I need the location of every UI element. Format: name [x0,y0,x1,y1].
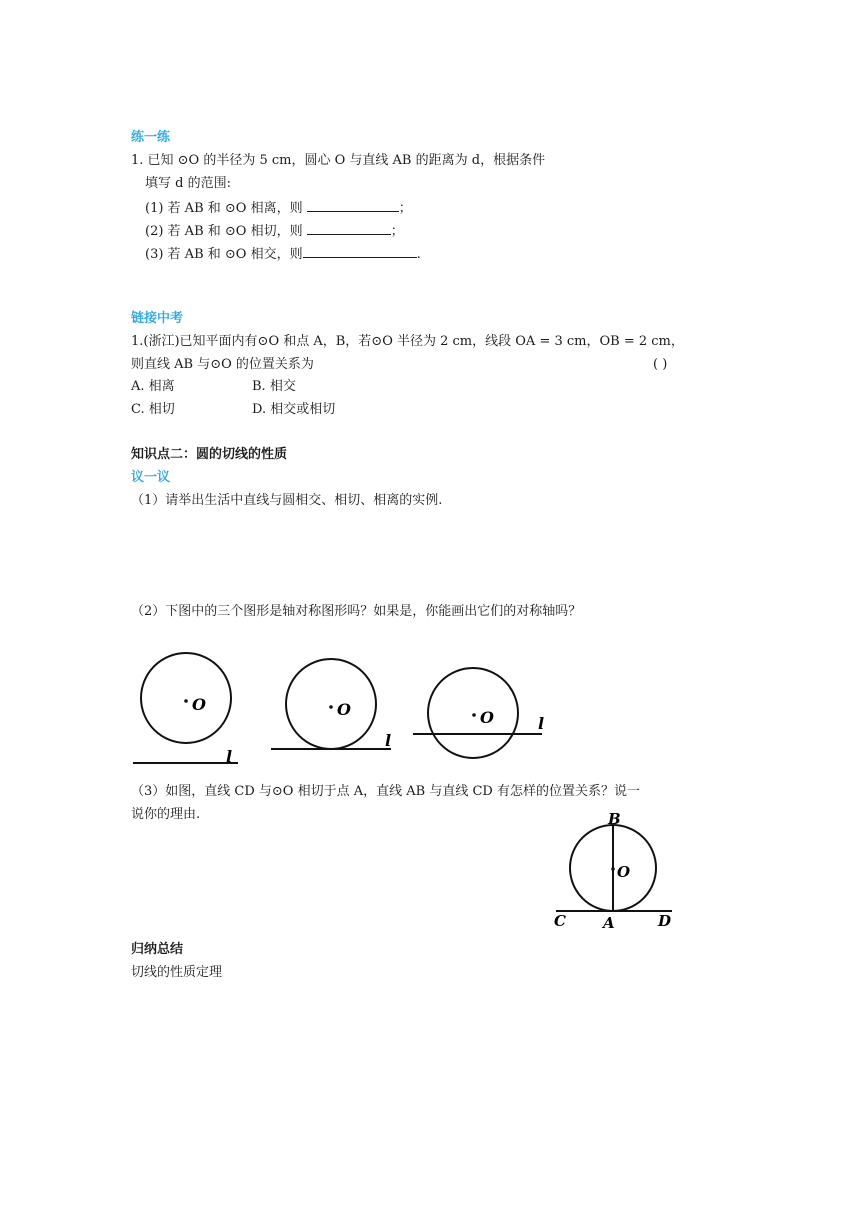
practice-item-1-end: ； [398,201,412,216]
center-label-3: O [480,708,494,727]
center-dot-3 [472,713,476,717]
center-label-1: O [192,695,206,714]
summary-heading: 归纳总结 [131,942,184,957]
practice-item-2-text: (2) 若 AB 和 ⊙O 相切，则 [145,224,303,239]
label-d: D [658,912,672,930]
line-label-1: l [226,747,233,766]
practice-item-2 [145,221,404,241]
practice-item-2-end: ； [390,224,404,239]
practice-item-1-text: (1) 若 AB 和 ⊙O 相离，则 [145,201,303,216]
line-label-3: l [538,714,545,733]
answer-parentheses: ( ) [653,357,668,372]
practice-heading: 练一练 [131,130,171,145]
practice-item-3-end: . [416,247,421,262]
discuss-heading: 议一议 [131,470,171,485]
center-dot-1 [184,699,188,703]
tangent-diameter-figure [548,808,678,933]
option-a: A. 相离 [131,379,175,394]
center-label-2: O [337,700,351,719]
circle-tangent [286,659,376,749]
line-label-2: l [385,731,392,750]
practice-item-3 [145,244,421,264]
answer-blank-1[interactable] [307,198,399,212]
exam-question-line2: 则直线 AB 与⊙O 的位置关系为 [131,357,314,372]
label-o: O [617,863,631,881]
discuss-question-3-line1: （3）如图，直线 CD 与⊙O 相切于点 A，直线 AB 与直线 CD 有怎样的位置关系？说一 [131,784,640,799]
circle-separate [141,653,231,743]
option-b: B. 相交 [252,379,296,394]
discuss-question-2: （2）下图中的三个图形是轴对称图形吗？如果是，你能画出它们的对称轴吗？ [131,604,582,619]
three-circles-figure [120,640,560,775]
practice-item-3-text: (3) 若 AB 和 ⊙O 相交，则 [145,247,303,262]
option-c: C. 相切 [131,402,175,417]
practice-question-line2: 填写 d 的范围: [145,176,231,191]
discuss-question-3-line2: 说你的理由. [131,807,201,822]
center-dot-2 [329,705,333,709]
label-a: A [603,914,615,932]
summary-text: 切线的性质定理 [131,965,223,980]
label-b: B [608,810,621,828]
knowledge-point-2-heading: 知识点二：圆的切线的性质 [131,447,288,462]
answer-blank-2[interactable] [307,221,391,235]
center-dot-o [611,867,615,871]
label-c: C [554,912,566,930]
option-d: D. 相交或相切 [252,402,336,417]
exam-heading: 链接中考 [131,311,184,326]
discuss-question-1: （1）请举出生活中直线与圆相交、相切、相离的实例. [131,493,443,508]
practice-question-line1: 1. 已知 ⊙O 的半径为 5 cm，圆心 O 与直线 AB 的距离为 d，根据条件 [131,153,546,168]
exam-question-line1: 1.(浙江)已知平面内有⊙O 和点 A，B，若⊙O 半径为 2 cm，线段 OA = 3 cm，OB = 2 cm， [131,334,684,349]
answer-blank-3[interactable] [303,244,417,258]
circle-intersect [428,668,518,758]
practice-item-1 [145,198,412,218]
